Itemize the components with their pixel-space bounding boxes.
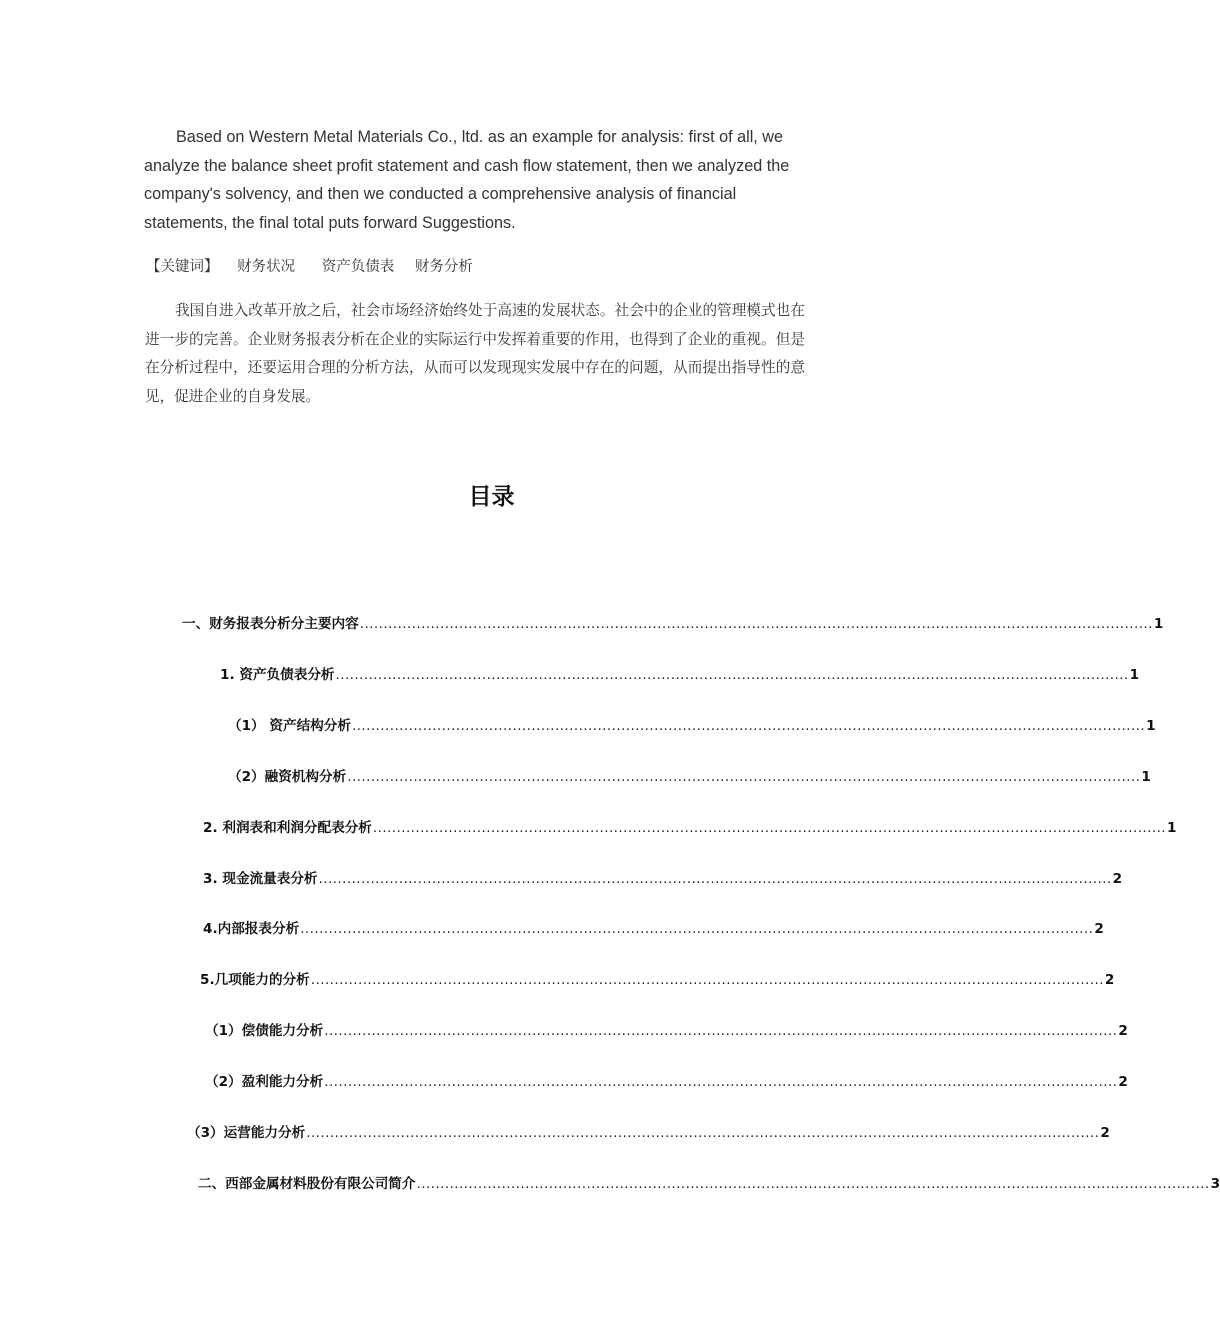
toc-page-number: 1	[1129, 667, 1140, 683]
toc-entry[interactable]	[228, 715, 1156, 737]
toc-entry[interactable]	[203, 817, 1177, 839]
keywords-label: 【关键词】	[146, 259, 219, 275]
toc-page-number: 2	[1104, 972, 1115, 988]
toc-page-number: 2	[1118, 1074, 1128, 1090]
keyword-item: 财务分析	[414, 259, 473, 275]
toc-dot-leader: ........................................................................................................................................................................	[310, 972, 1104, 988]
toc-entry-text: （1）偿债能力分析	[205, 1023, 324, 1039]
toc-entry[interactable]	[228, 766, 1151, 788]
keyword-item: 资产负债表	[321, 259, 395, 275]
toc-dot-leader: ........................................................................................................................................................................	[324, 1074, 1118, 1090]
toc-page-number: 1	[1167, 820, 1177, 836]
toc-entry-text: 3. 现金流量表分析	[203, 871, 318, 887]
toc-page-number: 2	[1118, 1023, 1128, 1039]
toc-dot-leader: ........................................................................................................................................................................	[318, 871, 1112, 887]
toc-entry-text: （2）盈利能力分析	[205, 1074, 324, 1090]
toc-page-number: 2	[1094, 921, 1104, 937]
toc-entry[interactable]	[182, 613, 1164, 635]
toc-dot-leader: ........................................................................................................................................................................	[335, 667, 1129, 683]
toc-entry-text: 5.几项能力的分析	[200, 972, 310, 988]
toc-entry-text: 4.内部报表分析	[203, 921, 300, 937]
toc-entry[interactable]	[200, 969, 1115, 991]
toc-entry[interactable]	[205, 1020, 1128, 1042]
abstract-english: Based on Western Metal Materials Co., ltd. as an example for analysis: first of all, we analyze the balance sheet profit statement and cash flow statement, then we analyzed the company's solvency, and then we conducted a comprehensive analysis of financial statements, the final total puts forward Suggestions.	[144, 128, 790, 232]
toc-entry[interactable]	[205, 1071, 1128, 1093]
toc-dot-leader: ........................................................................................................................................................................	[306, 1125, 1100, 1141]
toc-page-number: 2	[1112, 871, 1123, 887]
toc-entry-text: 1. 资产负债表分析	[220, 667, 335, 683]
toc-entry[interactable]	[203, 918, 1104, 940]
toc-title: 目录	[468, 484, 515, 510]
toc-dot-leader: ........................................................................................................................................................................	[359, 616, 1153, 632]
toc-entry-text: 二、西部金属材料股份有限公司简介	[198, 1176, 416, 1192]
toc-dot-leader: ........................................................................................................................................................................	[347, 769, 1141, 785]
toc-entry-text: （2）融资机构分析	[228, 769, 347, 785]
toc-entry[interactable]	[187, 1122, 1110, 1144]
intro-chinese: 我国自进入改革开放之后，社会市场经济始终处于高速的发展状态。社会中的企业的管理模式也在进一步的完善。企业财务报表分析在企业的实际运行中发挥着重要的作用，也得到了企业的重视。但是在分析过程中，还要运用合理的分析方法，从而可以发现现实发展中存在的问题，从而提出指导性的意见，促进企业的自身发展。	[145, 302, 805, 405]
toc-page-number: 2	[1100, 1125, 1110, 1141]
toc-dot-leader: ........................................................................................................................................................................	[416, 1176, 1210, 1192]
toc-page-number: 3	[1210, 1176, 1220, 1192]
toc-dot-leader: ........................................................................................................................................................................	[324, 1023, 1118, 1039]
keyword-item: 财务状况	[237, 259, 296, 275]
toc-entry-text: （3）运营能力分析	[187, 1125, 306, 1141]
toc-entry-text: 2. 利润表和利润分配表分析	[203, 820, 372, 836]
toc-page-number: 1	[1141, 769, 1151, 785]
toc-entry-text: 一、财务报表分析分主要内容	[182, 616, 359, 632]
toc-entry[interactable]	[203, 868, 1123, 890]
toc-dot-leader: ........................................................................................................................................................................	[372, 820, 1167, 836]
toc-dot-leader: ........................................................................................................................................................................	[351, 718, 1146, 734]
toc-page-number: 1	[1153, 616, 1164, 632]
toc-dot-leader: ........................................................................................................................................................................	[300, 921, 1094, 937]
toc-page-number: 1	[1146, 718, 1156, 734]
toc-entry[interactable]	[220, 664, 1140, 686]
toc-entry[interactable]	[198, 1173, 1220, 1195]
keywords-line	[146, 254, 473, 280]
toc-entry-text: （1） 资产结构分析	[228, 718, 351, 734]
